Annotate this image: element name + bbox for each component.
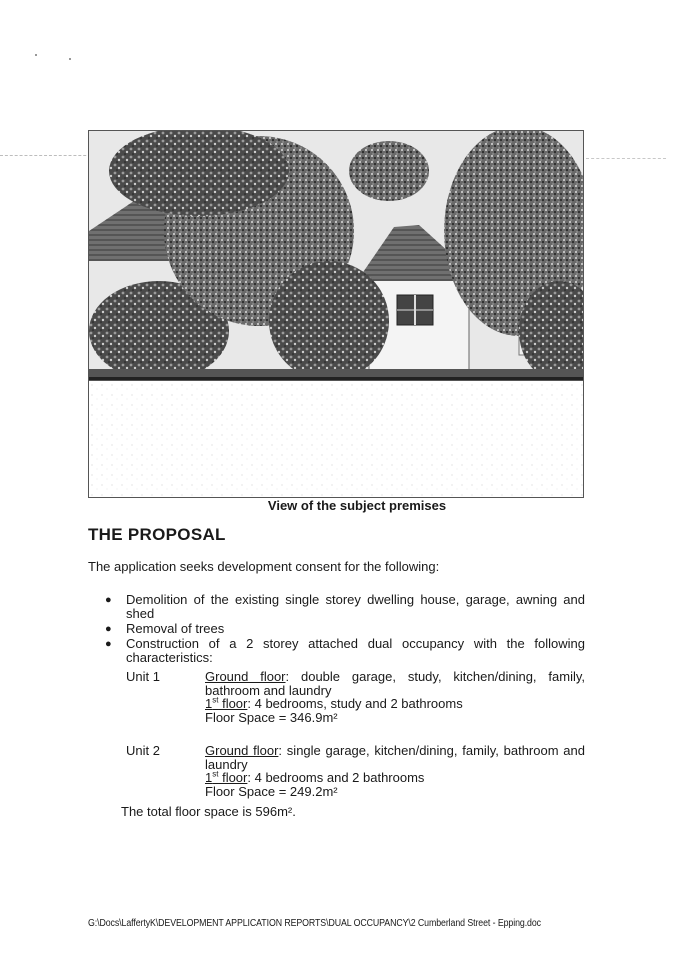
section-heading: THE PROPOSAL: [88, 525, 226, 544]
unit-2-block: [126, 744, 585, 798]
unit-floor-space: Floor Space = 249.2m²: [205, 783, 338, 799]
list-item: [105, 637, 585, 665]
ground-floor-text: : double garage, study, kitchen/dining, family, bathroom and laundry: [205, 669, 585, 698]
premises-photo-image: [89, 131, 584, 498]
unit-1-block: [126, 670, 585, 724]
scan-speck: [69, 58, 71, 60]
ground-floor-label: Ground floor: [205, 669, 286, 684]
photo-caption: View of the subject premises: [267, 498, 447, 513]
unit-ground-floor: [205, 744, 585, 771]
scan-rule-right: [586, 158, 666, 159]
ground-floor-label: Ground floor: [205, 743, 279, 758]
unit-first-floor: [205, 771, 585, 785]
unit-first-floor: [205, 697, 585, 711]
unit-label: Unit 2: [126, 743, 160, 758]
intro-paragraph: The application seeks development consent for the following:: [88, 559, 440, 574]
total-floor-space: The total floor space is 596m².: [121, 804, 296, 819]
bullet-icon: ●: [105, 623, 112, 635]
bullet-icon: ●: [105, 638, 112, 650]
list-item-text: Construction of a 2 storey attached dual occupancy with the following characteristics:: [126, 636, 585, 665]
first-floor-text: : 4 bedrooms, study and 2 bathrooms: [247, 696, 463, 711]
first-floor-text: : 4 bedrooms and 2 bathrooms: [247, 770, 425, 785]
list-item: [105, 593, 585, 621]
first-floor-label: 1st floor: [205, 769, 248, 785]
unit-ground-floor: [205, 670, 585, 697]
unit-floor-space: Floor Space = 346.9m²: [205, 709, 338, 725]
ground-floor-text: : single garage, kitchen/dining, family, bathroom and laundry: [205, 743, 585, 772]
list-item: [105, 622, 585, 636]
premises-photo: [88, 130, 584, 498]
file-path-footer: G:\Docs\LaffertyK\DEVELOPMENT APPLICATION REPORTS\DUAL OCCUPANCY\2 Cumberland Street - Epping.doc: [88, 918, 541, 929]
list-item-text: Removal of trees: [126, 621, 225, 636]
scan-speck: [35, 54, 37, 56]
first-floor-label: 1st floor: [205, 695, 248, 711]
bullet-icon: ●: [105, 594, 112, 606]
scan-rule-left: [0, 155, 96, 156]
list-item-text: Demolition of the existing single storey dwelling house, garage, awning and shed: [126, 592, 585, 621]
unit-label: Unit 1: [126, 669, 160, 684]
proposal-list: [105, 593, 585, 665]
